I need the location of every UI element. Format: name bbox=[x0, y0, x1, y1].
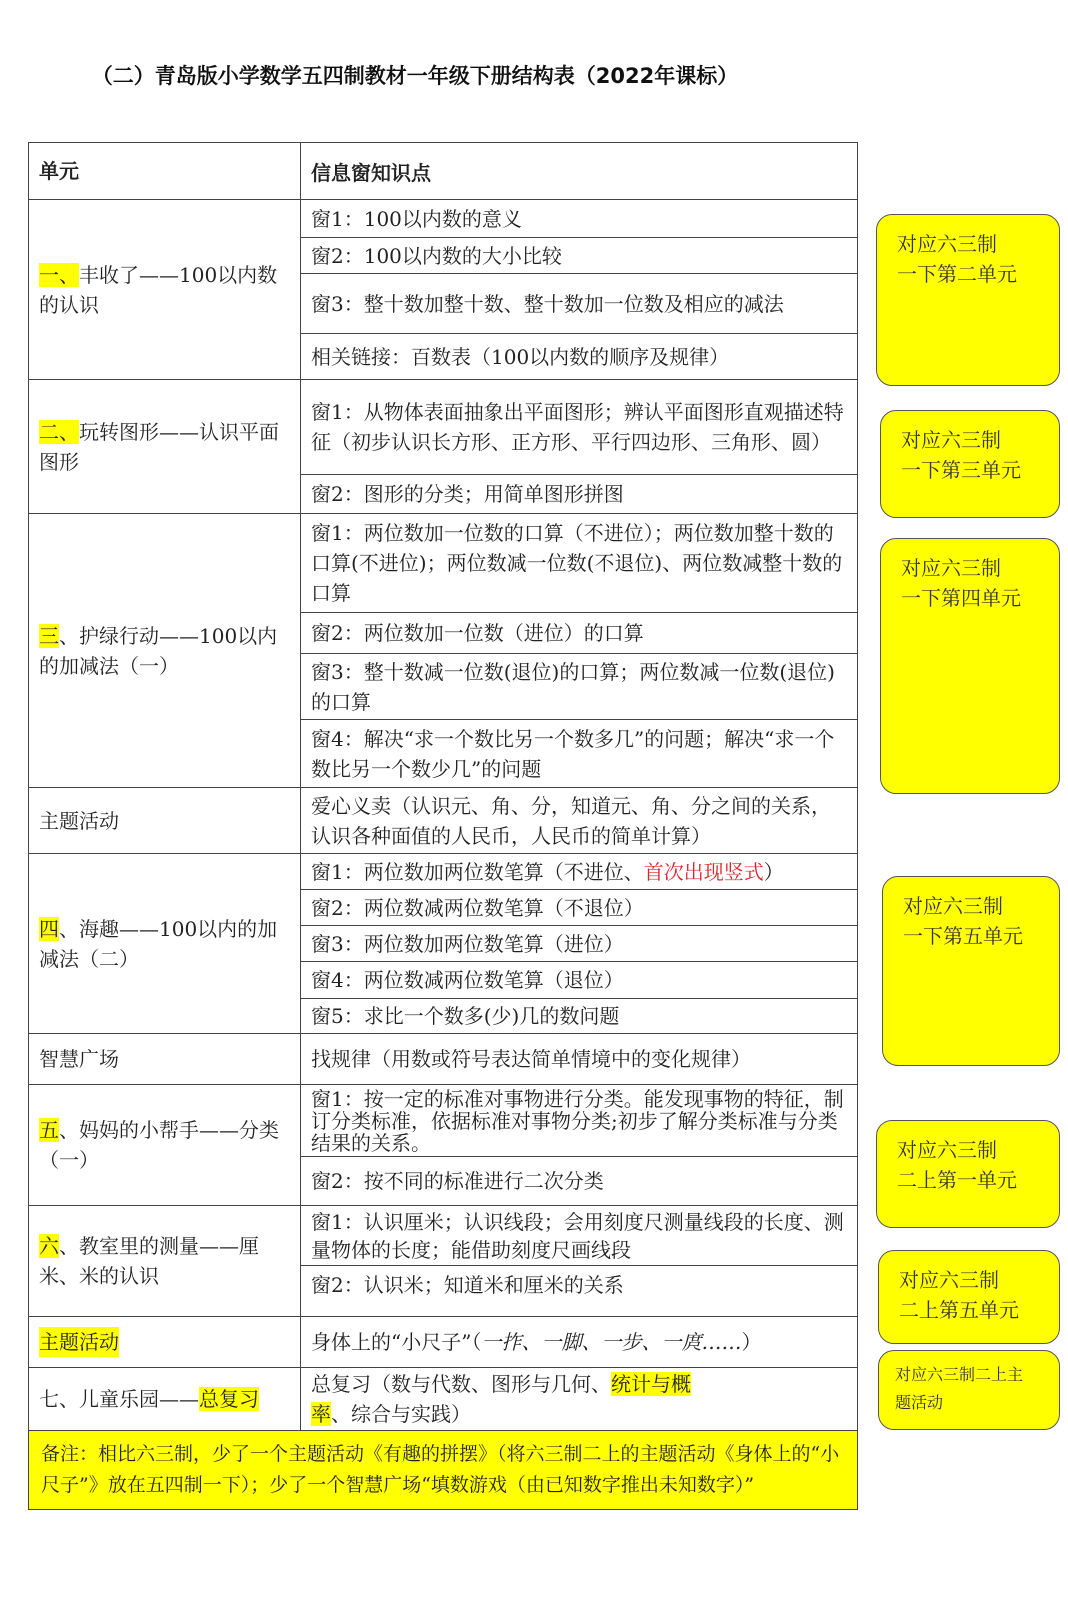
page-title: （二）青岛版小学数学五四制教材一年级下册结构表（2022年课标） bbox=[91, 64, 739, 88]
unit-cell: 主题活动 bbox=[29, 1317, 301, 1367]
table-row bbox=[29, 1205, 857, 1316]
point-cell: 窗2：100以内数的大小比较 bbox=[301, 237, 857, 273]
unit-cell: 三、护绿行动——100以内的加减法（一） bbox=[29, 514, 301, 787]
side-note: 对应六三制 二上第五单元 bbox=[878, 1250, 1060, 1344]
unit-cell: 六、教室里的测量——厘米、米的认识 bbox=[29, 1206, 301, 1316]
side-note: 对应六三制 一下第五单元 bbox=[882, 876, 1060, 1066]
unit-cell: 一、丰收了——100以内数的认识 bbox=[29, 200, 301, 379]
unit-cell: 五、妈妈的小帮手——分类（一） bbox=[29, 1085, 301, 1205]
table-row bbox=[29, 787, 857, 853]
point-cell: 相关链接：百数表（100以内数的顺序及规律） bbox=[301, 333, 857, 379]
point-cell: 窗3：整十数减一位数(退位)的口算；两位数减一位数(退位)的口算 bbox=[301, 653, 857, 719]
unit-cell: 七、儿童乐园——总复习 bbox=[29, 1368, 301, 1430]
side-note: 对应六三制 一下第二单元 bbox=[876, 214, 1060, 386]
point-cell: 窗3：整十数加整十数、整十数加一位数及相应的减法 bbox=[301, 273, 857, 333]
table-row bbox=[29, 1033, 857, 1084]
unit-cell: 智慧广场 bbox=[29, 1034, 301, 1084]
point-cell: 窗1：从物体表面抽象出平面图形；辨认平面图形直观描述特征（初步认识长方形、正方形、平行四边形、三角形、圆） bbox=[311, 400, 844, 454]
point-cell: 窗3：两位数加两位数笔算（进位） bbox=[301, 925, 857, 961]
point-cell: 窗1：两位数加一位数的口算（不进位）；两位数加整十数的口算(不进位)；两位数减一位数(不退位)、两位数减整十数的口算 bbox=[311, 521, 843, 605]
point-cell: 窗2：两位数减两位数笔算（不退位） bbox=[301, 889, 857, 925]
point-cell: 找规律（用数或符号表达简单情境中的变化规律） bbox=[311, 1047, 751, 1071]
point-cell: 窗1：两位数加两位数笔算（不进位、首次出现竖式） bbox=[311, 859, 784, 884]
point-cell: 窗2：认识米；知道米和厘米的关系 bbox=[301, 1265, 857, 1316]
table-row bbox=[29, 1316, 857, 1367]
side-note: 对应六三制 一下第三单元 bbox=[880, 410, 1060, 518]
point-cell: 总复习（数与代数、图形与几何、统计与概率、综合与实践） bbox=[311, 1372, 691, 1426]
table-row bbox=[29, 513, 857, 787]
point-cell: 窗1：按一定的标准对事物进行分类。能发现事物的特征，制订分类标准，依据标准对事物分类;初步了解分类标准与分类结果的关系。 bbox=[311, 1086, 844, 1155]
table-row bbox=[29, 379, 857, 513]
table-header bbox=[29, 143, 857, 199]
structure-table bbox=[28, 142, 858, 1510]
point-cell: 窗2：图形的分类；用简单图形拼图 bbox=[301, 474, 857, 513]
point-cell: 窗1：认识厘米；认识线段；会用刻度尺测量线段的长度、测量物体的长度；能借助刻度尺画线段 bbox=[311, 1209, 844, 1262]
table-row bbox=[29, 199, 857, 379]
header-points: 信息窗知识点 bbox=[311, 160, 431, 185]
point-cell: 窗5：求比一个数多(少)几的数问题 bbox=[301, 998, 857, 1033]
table-row bbox=[29, 1367, 857, 1430]
point-cell: 身体上的“小尺子”（一拃、一脚、一步、一庹……） bbox=[311, 1330, 762, 1354]
point-cell: 窗2：按不同的标准进行二次分类 bbox=[301, 1156, 857, 1205]
unit-cell: 主题活动 bbox=[29, 788, 301, 853]
side-note: 对应六三制 二上第一单元 bbox=[876, 1120, 1060, 1228]
unit-cell: 四、海趣——100以内的加减法（二） bbox=[29, 854, 301, 1033]
point-cell: 窗1：100以内数的意义 bbox=[311, 206, 522, 231]
point-cell: 爱心义卖（认识元、角、分，知道元、角、分之间的关系，认识各种面值的人民币，人民币的简单计算） bbox=[311, 793, 831, 848]
unit-cell: 二、玩转图形——认识平面图形 bbox=[29, 380, 301, 513]
table-row bbox=[29, 853, 857, 1033]
header-unit: 单元 bbox=[29, 143, 301, 199]
side-note: 对应六三制 一下第四单元 bbox=[880, 538, 1060, 794]
point-cell: 窗4：两位数减两位数笔算（退位） bbox=[301, 961, 857, 998]
point-cell: 窗2：两位数加一位数（进位）的口算 bbox=[301, 612, 857, 653]
table-row bbox=[29, 1084, 857, 1205]
side-note: 对应六三制二上主 题活动 bbox=[878, 1350, 1060, 1430]
footnote: 备注：相比六三制，少了一个主题活动《有趣的拼摆》（将六三制二上的主题活动《身体上的“小尺子”》放在五四制一下）；少了一个智慧广场“填数游戏（由已知数字推出未知数字）” bbox=[29, 1430, 857, 1509]
point-cell: 窗4：解决“求一个数比另一个数多几”的问题；解决“求一个数比另一个数少几”的问题 bbox=[301, 719, 857, 787]
